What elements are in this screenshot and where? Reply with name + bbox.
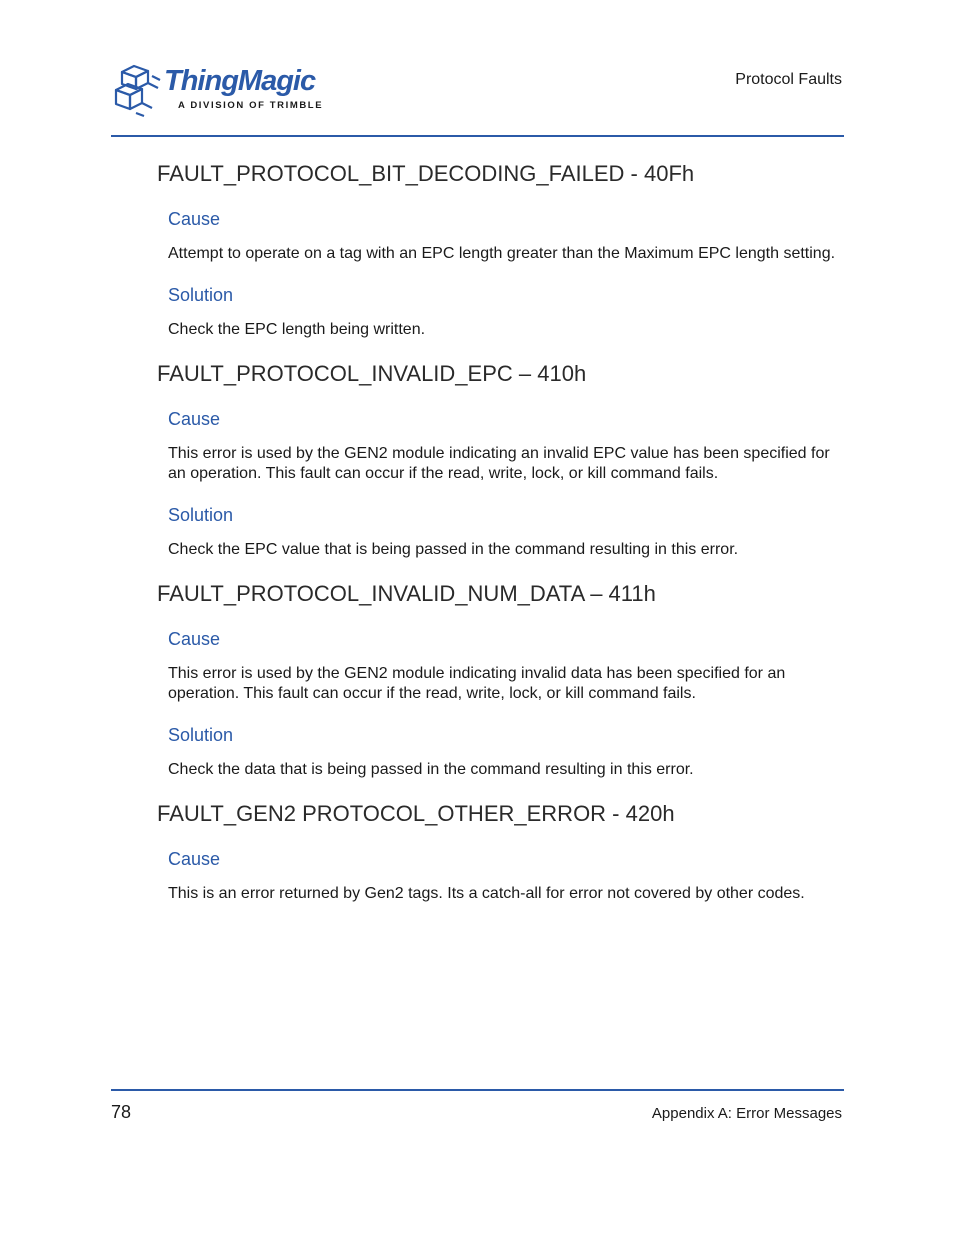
solution-heading: Solution bbox=[168, 505, 234, 525]
solution-text: Check the data that is being passed in the command resulting in this error. bbox=[168, 761, 694, 778]
running-header-section-title: Protocol Faults bbox=[735, 71, 842, 88]
fault-title: FAULT_PROTOCOL_INVALID_EPC – 410h bbox=[157, 361, 587, 386]
cause-heading: Cause bbox=[168, 209, 221, 229]
fault-section bbox=[157, 160, 847, 340]
cause-text: This error is used by the GEN2 module indicating invalid data has been specified for an operation. This fault can occur if the read, write, lock, or kill command fails. bbox=[168, 665, 786, 702]
company-logo bbox=[114, 62, 334, 118]
page-number: 78 bbox=[111, 1102, 132, 1122]
solution-heading: Solution bbox=[168, 285, 234, 305]
solution-text: Check the EPC length being written. bbox=[168, 321, 426, 338]
cause-text: Attempt to operate on a tag with an EPC length greater than the Maximum EPC length setting. bbox=[168, 245, 836, 262]
footer-rule bbox=[111, 1089, 844, 1091]
logo-wordmark: ThingMagic bbox=[164, 65, 316, 97]
cause-heading: Cause bbox=[168, 629, 221, 649]
solution-heading: Solution bbox=[168, 725, 234, 745]
fault-section bbox=[157, 800, 847, 904]
cause-text: This error is used by the GEN2 module indicating an invalid EPC value has been specified for an operation. This fault can occur if the read, write, lock, or kill command fails. bbox=[168, 445, 830, 482]
solution-text: Check the EPC value that is being passed in the command resulting in this error. bbox=[168, 541, 739, 558]
page-content bbox=[157, 160, 847, 924]
cause-heading: Cause bbox=[168, 849, 221, 869]
fault-section bbox=[157, 580, 847, 780]
fault-section bbox=[157, 360, 847, 560]
fault-title: FAULT_PROTOCOL_INVALID_NUM_DATA – 411h bbox=[157, 581, 656, 606]
running-footer-chapter: Appendix A: Error Messages bbox=[651, 1105, 842, 1122]
cause-heading: Cause bbox=[168, 409, 221, 429]
fault-title: FAULT_PROTOCOL_BIT_DECODING_FAILED - 40Fh bbox=[157, 161, 695, 186]
fault-title: FAULT_GEN2 PROTOCOL_OTHER_ERROR - 420h bbox=[157, 801, 675, 826]
cube-stack-icon bbox=[114, 62, 166, 118]
logo-tagline: A DIVISION OF TRIMBLE bbox=[178, 100, 324, 111]
header-rule bbox=[111, 135, 844, 137]
cause-text: This is an error returned by Gen2 tags. Its a catch-all for error not covered by other codes. bbox=[168, 885, 805, 902]
